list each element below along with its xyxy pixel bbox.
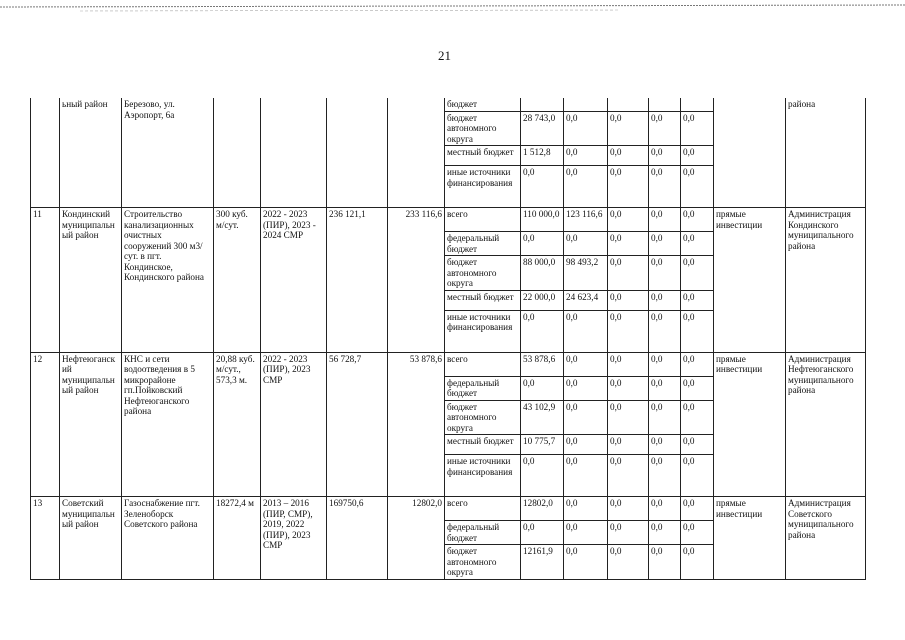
administrator: Администрация Советского муниципального района xyxy=(786,497,866,580)
funding-value: 24 623,4 xyxy=(564,290,608,310)
total-cost: 236 121,1 xyxy=(327,208,388,353)
funding-value: 12802,0 xyxy=(521,497,564,521)
funding-value: 0,0 xyxy=(608,146,649,166)
investment-type: прямые инвестиции xyxy=(714,352,786,497)
funding-source: федеральный бюджет xyxy=(445,232,521,256)
funding-value: 0,0 xyxy=(564,146,608,166)
table-body xyxy=(31,98,866,579)
funding-source: бюджет автономного округа xyxy=(445,400,521,435)
funding-value: 0,0 xyxy=(564,521,608,545)
administrator: Администрация Нефтеюганского муниципального района xyxy=(786,352,866,497)
funding-value: 0,0 xyxy=(681,256,714,291)
funding-value: 0,0 xyxy=(521,455,564,497)
funding-source: бюджет автономного округа xyxy=(445,545,521,580)
funding-value xyxy=(564,98,608,111)
funding-value: 0,0 xyxy=(608,208,649,232)
funding-source: бюджет автономного округа xyxy=(445,111,521,146)
investment-type: прямые инвестиции xyxy=(714,208,786,353)
funding-value xyxy=(521,98,564,111)
remaining-cost: 233 116,6 xyxy=(388,208,445,353)
funding-source: федеральный бюджет xyxy=(445,521,521,545)
funding-source: всего xyxy=(445,208,521,232)
funding-value: 0,0 xyxy=(649,166,681,208)
funding-value: 1 512,8 xyxy=(521,146,564,166)
funding-value: 0,0 xyxy=(681,376,714,400)
investment-type: прямые инвестиции xyxy=(714,497,786,580)
funding-value: 0,0 xyxy=(521,232,564,256)
funding-value: 123 116,6 xyxy=(564,208,608,232)
funding-value: 0,0 xyxy=(681,290,714,310)
capacity xyxy=(214,98,261,208)
funding-source: местный бюджет xyxy=(445,435,521,455)
funding-value: 43 102,9 xyxy=(521,400,564,435)
funding-value: 0,0 xyxy=(564,111,608,146)
funding-value: 0,0 xyxy=(681,435,714,455)
funding-value: 0,0 xyxy=(649,146,681,166)
funding-value: 0,0 xyxy=(649,497,681,521)
funding-source: всего xyxy=(445,352,521,376)
object-name: Газоснабжение пгт. Зеленоборск Советского района xyxy=(122,497,214,580)
funding-value: 0,0 xyxy=(681,497,714,521)
period: 2013 – 2016 (ПИР, СМР), 2019, 2022 (ПИР), 2023 СМР xyxy=(261,497,327,580)
funding-value: 0,0 xyxy=(608,545,649,580)
funding-value: 0,0 xyxy=(521,310,564,352)
remaining-cost: 12802,0 xyxy=(388,497,445,580)
funding-source: иные источники финансирования xyxy=(445,166,521,208)
funding-value: 0,0 xyxy=(649,400,681,435)
funding-value: 0,0 xyxy=(608,376,649,400)
funding-value: 0,0 xyxy=(521,521,564,545)
funding-value: 0,0 xyxy=(681,455,714,497)
total-cost xyxy=(327,98,388,208)
funding-value: 0,0 xyxy=(649,545,681,580)
funding-value: 0,0 xyxy=(564,435,608,455)
funding-value: 0,0 xyxy=(608,256,649,291)
investment-type xyxy=(714,98,786,208)
object-name: КНС и сети водоотведения в 5 микрорайоне гп.Пойковский Нефтеюганского района xyxy=(122,352,214,497)
table-row xyxy=(31,352,866,376)
municipal-area: Советский муниципальный район xyxy=(60,497,122,580)
funding-value: 0,0 xyxy=(564,545,608,580)
object-name: Березово, ул. Аэропорт, 6а xyxy=(122,98,214,208)
funding-value: 10 775,7 xyxy=(521,435,564,455)
funding-source: бюджет автономного округа xyxy=(445,256,521,291)
funding-value: 28 743,0 xyxy=(521,111,564,146)
funding-value: 0,0 xyxy=(649,376,681,400)
row-number: 13 xyxy=(31,497,60,580)
capacity: 300 куб. м/сут. xyxy=(214,208,261,353)
funding-value: 0,0 xyxy=(608,166,649,208)
funding-source: иные источники финансирования xyxy=(445,310,521,352)
table-row xyxy=(31,208,866,232)
municipal-area: Нефтеюганский муниципальный район xyxy=(60,352,122,497)
funding-value: 0,0 xyxy=(608,521,649,545)
funding-value: 0,0 xyxy=(681,352,714,376)
object-name: Строительство канализационных очистных сооружений 300 м3/сут. в пгт. Кондинское, Кондинского района xyxy=(122,208,214,353)
funding-value: 0,0 xyxy=(564,166,608,208)
funding-value: 98 493,2 xyxy=(564,256,608,291)
funding-value: 0,0 xyxy=(681,310,714,352)
funding-value: 0,0 xyxy=(564,232,608,256)
capacity: 20,88 куб. м/сут., 573,3 м. xyxy=(214,352,261,497)
row-number: 12 xyxy=(31,352,60,497)
table-row xyxy=(31,497,866,521)
funding-value xyxy=(608,98,649,111)
funding-source: бюджет xyxy=(445,98,521,111)
total-cost: 169750,6 xyxy=(327,497,388,580)
funding-value: 0,0 xyxy=(649,232,681,256)
funding-value: 0,0 xyxy=(681,111,714,146)
funding-value: 0,0 xyxy=(564,352,608,376)
funding-value: 0,0 xyxy=(564,455,608,497)
funding-source: федеральный бюджет xyxy=(445,376,521,400)
funding-value: 0,0 xyxy=(681,545,714,580)
funding-value: 0,0 xyxy=(521,376,564,400)
funding-value: 0,0 xyxy=(608,111,649,146)
funding-value: 0,0 xyxy=(564,310,608,352)
page-number: 21 xyxy=(438,48,451,63)
funding-value: 0,0 xyxy=(608,310,649,352)
capacity: 18272,4 м xyxy=(214,497,261,580)
funding-value: 0,0 xyxy=(521,166,564,208)
remaining-cost: 53 878,6 xyxy=(388,352,445,497)
funding-value: 0,0 xyxy=(681,166,714,208)
funding-value: 0,0 xyxy=(681,208,714,232)
municipal-area: ьный район xyxy=(60,98,122,208)
funding-value: 0,0 xyxy=(608,400,649,435)
period: 2022 - 2023 (ПИР), 2023 - 2024 СМР xyxy=(261,208,327,353)
administrator: района xyxy=(786,98,866,208)
funding-value: 0,0 xyxy=(564,497,608,521)
row-number xyxy=(31,98,60,208)
funding-source: всего xyxy=(445,497,521,521)
funding-value: 0,0 xyxy=(608,435,649,455)
funding-value: 0,0 xyxy=(649,290,681,310)
funding-value: 0,0 xyxy=(649,435,681,455)
funding-value: 0,0 xyxy=(649,208,681,232)
funding-value: 88 000,0 xyxy=(521,256,564,291)
funding-source: местный бюджет xyxy=(445,146,521,166)
funding-value: 0,0 xyxy=(649,455,681,497)
scan-top-edge xyxy=(0,2,905,16)
period: 2022 - 2023 (ПИР), 2023 СМР xyxy=(261,352,327,497)
table-row xyxy=(31,98,866,111)
funding-value: 0,0 xyxy=(649,256,681,291)
funding-value: 0,0 xyxy=(681,521,714,545)
funding-value: 0,0 xyxy=(608,497,649,521)
funding-value: 110 000,0 xyxy=(521,208,564,232)
funding-value: 0,0 xyxy=(608,290,649,310)
funding-value: 12161,9 xyxy=(521,545,564,580)
funding-value: 0,0 xyxy=(608,232,649,256)
funding-value: 53 878,6 xyxy=(521,352,564,376)
funding-value: 0,0 xyxy=(564,400,608,435)
funding-source: иные источники финансирования xyxy=(445,455,521,497)
funding-value: 22 000,0 xyxy=(521,290,564,310)
funding-value: 0,0 xyxy=(608,352,649,376)
investment-table xyxy=(30,98,866,580)
funding-source: местный бюджет xyxy=(445,290,521,310)
funding-value: 0,0 xyxy=(681,146,714,166)
total-cost: 56 728,7 xyxy=(327,352,388,497)
funding-value: 0,0 xyxy=(681,400,714,435)
funding-value: 0,0 xyxy=(681,232,714,256)
funding-value: 0,0 xyxy=(649,352,681,376)
row-number: 11 xyxy=(31,208,60,353)
remaining-cost xyxy=(388,98,445,208)
funding-value: 0,0 xyxy=(649,310,681,352)
funding-value: 0,0 xyxy=(649,521,681,545)
municipal-area: Кондинский муниципальный район xyxy=(60,208,122,353)
funding-value xyxy=(681,98,714,111)
funding-value: 0,0 xyxy=(564,376,608,400)
funding-value xyxy=(649,98,681,111)
period xyxy=(261,98,327,208)
funding-value: 0,0 xyxy=(649,111,681,146)
administrator: Администрация Кондинского муниципального района xyxy=(786,208,866,353)
funding-value: 0,0 xyxy=(608,455,649,497)
